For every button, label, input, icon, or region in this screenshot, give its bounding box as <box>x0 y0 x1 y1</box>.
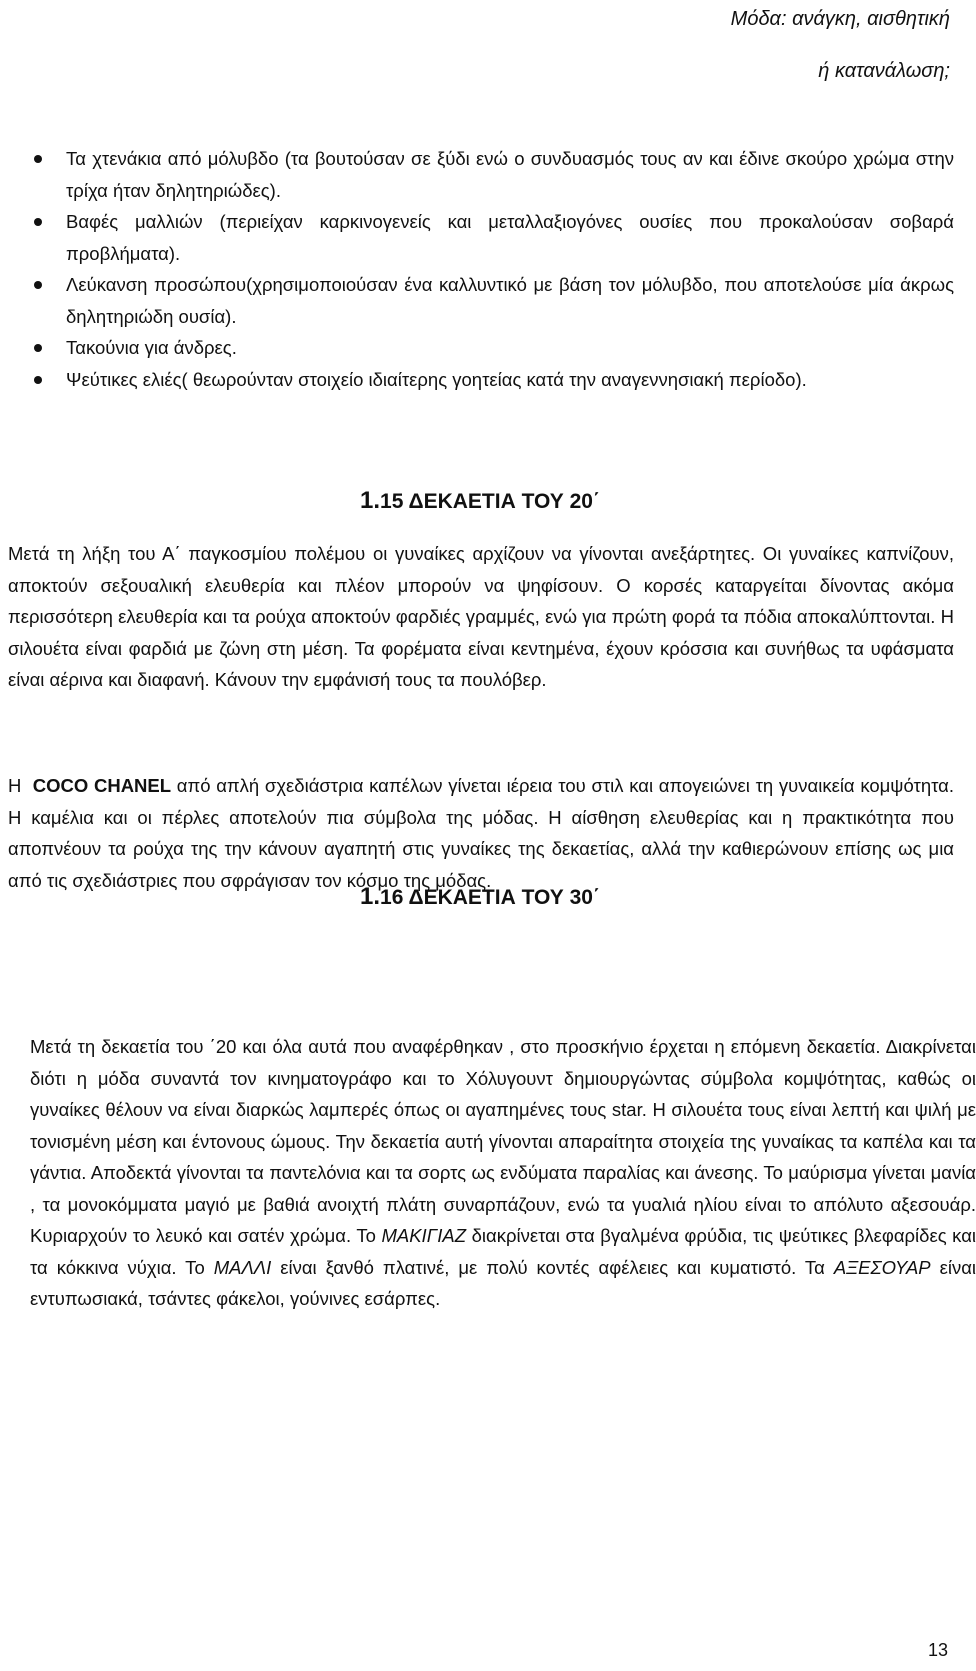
paragraph-text: Μετά τη δεκαετία του ΄20 και όλα αυτά που αναφέρθηκαν , στο προσκήνιο έρχεται η επόμενη δεκαετία. Διακρίνεται διότι η μόδα συναντά τον κινηματογράφο και το Χόλυγουντ δημιουργώντας σύμβολα κομψότητας, καθώς οι γυναίκες θέλουν να είναι διαρκώς λαμπερές όπως οι αγαπημένες τους star. Η σιλουέτα τους είναι λεπτή και ψιλή με τονισμένη μέση και έντονους ώμους. Την δεκαετία αυτή γίνονται απαραίτητα στοιχεία της γυναίκας τα καπέλα και τα γάντια. Αποδεκτά γίνονται τα παντελόνια και τα σορτς ως ενδύματα παραλίας και άνεσης. Το μαύρισμα γίνεται μανία , τα μονοκόμματα μαγιό με βαθιά ανοιχτή πλάτη συναρπάζουν, ενώ τα γυαλιά ηλίου είναι το απόλυτο αξεσουάρ. Κυριαρχούν το λευκό και σατέν χρώμα. Το <box>30 1036 976 1246</box>
section-heading-1-15 <box>0 487 960 515</box>
term-hair: ΜΑΛΛΙ <box>213 1256 272 1278</box>
section-heading-1-16 <box>0 883 960 911</box>
paragraph-text: είναι ξανθό πλατινέ, με πολύ κοντές αφέλειες και κυματιστό. Τα <box>280 1256 825 1278</box>
paragraph-text: διακρίνεται στα βγαλμένα φρύδια, τις ψεύτικες βλεφαρίδες και τα κόκκινα νύχια. Το <box>30 1225 976 1278</box>
paragraph-text: από απλή σχεδιάστρια καπέλων γίνεται ιέρεια του στιλ και απογειώνει τη γυναικεία κομψότητα. Η καμέλια και οι πέρλες αποτελούν πια σύμβολα της μόδας. Η αίσθηση ελευθερίας και η πρακτικότητα που αποπνέουν τα ρούχα της την κάνουν αγαπητή στις γυναίκες της δεκαετίας, αλλά την καθιερώνουν επίσης ως μια από τις σχεδιάστριες που σφράγισαν τον κόσμο της μόδας. <box>8 775 954 891</box>
bullet-list <box>28 143 954 395</box>
section-title: ΔΕΚΑΕΤΙΑ ΤΟΥ 30΄ <box>408 886 600 909</box>
paragraph-1920s-intro: Μετά τη λήξη του Α΄ παγκοσμίου πολέμου οι γυναίκες αρχίζουν να γίνονται ανεξάρτητες. Οι γυναίκες καπνίζουν, αποκτούν σεξουαλική ελευθερία και πλέον μπορούν να ψηφίσουν. Ο κορσές καταργείται δίνοντας ακόμα περισσότερη ελευθερία και τα ρούχα αποκτούν φαρδιές γραμμές, ενώ για πρώτη φορά τα πόδια αποκαλύπτονται. Η σιλουέτα είναι φαρδιά με ζώνη στη μέση. Τα φορέματα είναι κεντημένα, έχουν κρόσσια και συνήθως τα υφάσματα είναι αέρινα και διαφανή. Κάνουν την εμφάνισή τους τα πουλόβερ. <box>8 543 954 690</box>
paragraph-article: Η <box>8 775 22 796</box>
paragraph-coco-chanel <box>8 770 954 896</box>
bullet-item: Βαφές μαλλιών (περιείχαν καρκινογενείς και μεταλλαξιογόνες ουσίες που προκαλούσαν σοβαρά προβλήματα). <box>28 206 954 269</box>
bullet-item: Τακούνια για άνδρες. <box>28 332 954 364</box>
section-number-minor: 15 <box>380 490 404 513</box>
section-number-minor: 16 <box>380 886 404 909</box>
section-number-major: 1. <box>360 883 381 910</box>
coco-chanel-name: COCO CHANEL <box>32 775 172 796</box>
section-title: ΔΕΚΑΕΤΙΑ ΤΟΥ 20΄ <box>408 490 600 513</box>
term-makeup: ΜΑΚΙΓΙΑΖ <box>381 1225 467 1246</box>
bullet-item: Ψεύτικες ελιές( θεωρούνταν στοιχείο ιδιαίτερης γοητείας κατά την αναγεννησιακή περίοδο). <box>28 364 954 396</box>
header-title-line2: ή κατανάλωση; <box>818 60 950 82</box>
term-accessories: ΑΞΕΣΟΥΑΡ <box>833 1256 931 1278</box>
paragraph-1930s <box>8 1031 976 1315</box>
bullet-item: Λεύκανση προσώπου(χρησιμοποιούσαν ένα καλλυντικό με βάση τον μόλυβδο, που αποτελούσε μία άκρως δηλητηριώδη ουσία). <box>28 269 954 332</box>
section-number-major: 1. <box>360 487 381 514</box>
paragraph-text: είναι εντυπωσιακά, τσάντες φάκελοι, γούνινες εσάρπες. <box>30 1256 976 1309</box>
header-title-line1: Μόδα: ανάγκη, αισθητική <box>730 8 950 30</box>
page-number: 13 <box>927 1640 948 1660</box>
bullet-item: Τα χτενάκια από μόλυβδο (τα βουτούσαν σε ξύδι ενώ ο συνδυασμός τους αν και έδινε σκούρο χρώμα στην τρίχα ήταν δηλητηριώδες). <box>28 143 954 206</box>
